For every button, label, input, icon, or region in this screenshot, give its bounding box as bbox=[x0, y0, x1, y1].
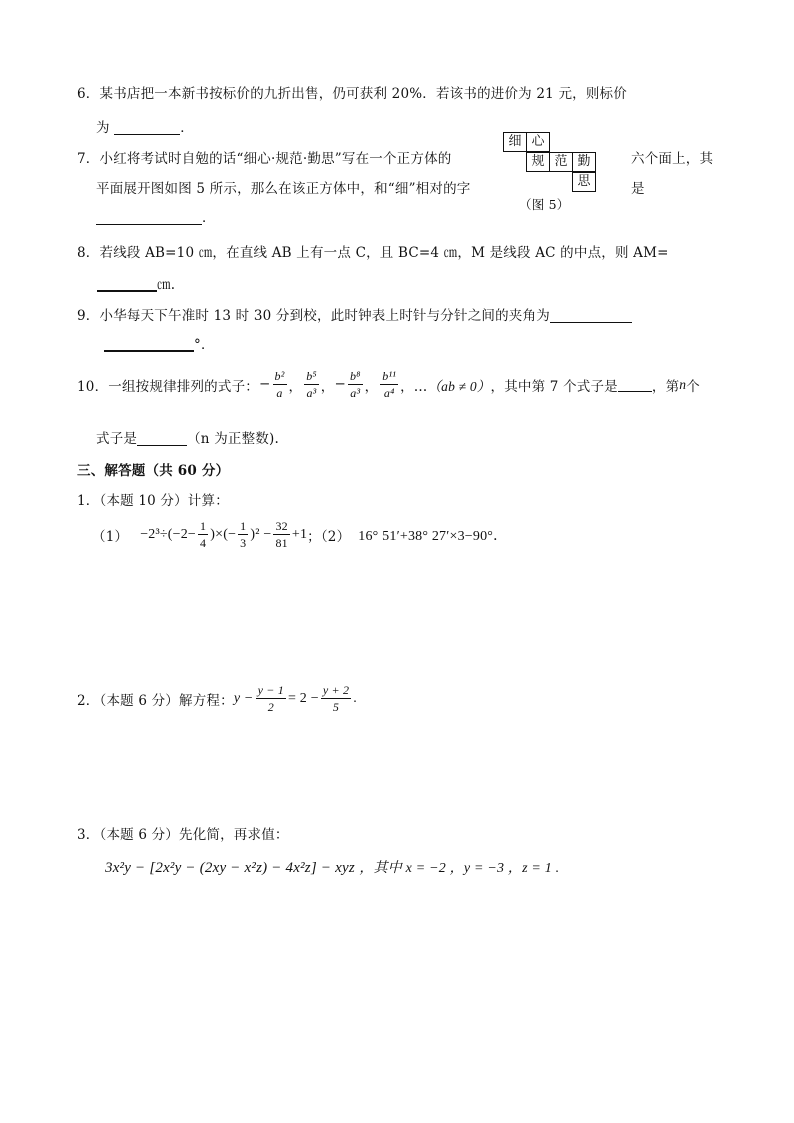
net-cell-fan: 范 bbox=[549, 152, 573, 172]
q10-term-3: − $\frac{\text{b⁸}}{\text{a³}}$ bbox=[334, 369, 361, 400]
q10-ellipsis: ，… bbox=[400, 378, 428, 395]
p1-part2-expr: 16° 51′+38° 27′×3−90°． bbox=[358, 528, 508, 544]
q9-unit: °． bbox=[194, 337, 215, 353]
p1-expr-c: )² − bbox=[250, 526, 272, 542]
p2-line bbox=[77, 684, 357, 713]
net-cell-gui: 规 bbox=[526, 152, 550, 172]
q8-answer-blank[interactable] bbox=[97, 276, 157, 292]
q10-prefix: 10．一组按规律排列的式子： bbox=[77, 378, 259, 395]
q10-line2-suffix: （n 为正整数). bbox=[187, 431, 279, 447]
p3-expression: 3x²y − [2x²y − (2xy − x²z) − 4x²z] − xyz bbox=[105, 860, 355, 876]
q7-line2: 平面展开图如图 5 所示，那么在该正方体中，和“细”相对的字 bbox=[96, 181, 471, 197]
p1-frac-1-3: $\frac{1}{3}$ bbox=[240, 519, 247, 550]
p1-separator: ；（2） bbox=[307, 528, 351, 545]
q7-right1: 六个面上，其 bbox=[631, 151, 714, 167]
q10-answer-blank-1[interactable] bbox=[618, 377, 652, 392]
p2-expr-end: . bbox=[353, 690, 357, 706]
net-cell-xi: 细 bbox=[503, 132, 527, 152]
p3-condition: ，其中 x = −2 ，y = −3 ，z = 1 . bbox=[359, 861, 560, 876]
net-cell-qin: 勤 bbox=[572, 152, 596, 172]
q10-term-4: $\frac{\text{b¹¹}}{\text{a⁴}}$ bbox=[382, 369, 397, 400]
p2-title: 2．（本题 6 分）解方程： bbox=[77, 692, 234, 709]
q9-answer-blank-2[interactable] bbox=[104, 336, 194, 352]
q10-term-1: − $\frac{\text{b²}}{a}$ bbox=[258, 369, 285, 400]
p1-expr-b: )×(− bbox=[210, 526, 237, 542]
q8-unit: ㎝. bbox=[157, 277, 176, 293]
p1-frac-1-4: $\frac{1}{4}$ bbox=[200, 519, 207, 550]
p3-title: 3．（本题 6 分）先化简，再求值： bbox=[77, 827, 289, 843]
p1-part1-label: （1） bbox=[92, 528, 129, 545]
p1-expr-a: −2³÷(−2− bbox=[140, 526, 197, 542]
p2-frac-a: $\frac{y - 1}{2}$ bbox=[257, 683, 285, 714]
q6-line1 bbox=[77, 82, 717, 102]
q7-end: ． bbox=[202, 210, 216, 226]
figure-caption: （图 5） bbox=[519, 197, 570, 212]
q7-line1: 7．小红将考试时自勉的话“细心·规范·勤思”写在一个正方体的 bbox=[77, 151, 452, 167]
p1-expr-d: +1 bbox=[291, 526, 308, 542]
q9-answer-blank-1[interactable] bbox=[550, 308, 632, 323]
q7-answer-blank[interactable] bbox=[96, 210, 202, 225]
q10-condition: （ab ≠ 0） bbox=[427, 378, 491, 394]
q6-answer-blank[interactable] bbox=[114, 120, 180, 135]
q6-line2 bbox=[96, 116, 194, 136]
q10-line2-prefix: 式子是 bbox=[96, 431, 138, 447]
p2-expr-b: = 2 − bbox=[288, 690, 319, 706]
q7-line3 bbox=[96, 206, 216, 226]
q6-text: 6．某书店把一本新书按标价的九折出售，仍可获利 20%．若该书的进价为 21 元，则标价 bbox=[77, 86, 627, 102]
p2-expr-a: y − bbox=[233, 690, 254, 706]
p1-expression bbox=[92, 520, 507, 549]
q10-mid2: ，第 bbox=[651, 378, 680, 395]
q9-line2 bbox=[104, 333, 215, 353]
q10-answer-blank-2[interactable] bbox=[137, 431, 187, 446]
q6-prefix: 为 bbox=[96, 120, 110, 136]
section-heading: 三、解答题（共 60 分） bbox=[77, 463, 230, 479]
q6-suffix: ． bbox=[180, 120, 194, 136]
p1-frac-32-81: $\frac{32}{81}$ bbox=[275, 519, 288, 550]
q8-line1: 8．若线段 AB=10 ㎝，在直线 AB 上有一点 C，且 BC=4 ㎝，M 是线段 AC 的中点，则 AM= bbox=[77, 245, 669, 261]
p3-line bbox=[105, 857, 559, 877]
q10-line1: 10．一组按规律排列的式子： − $\frac{\text{b²}}{a}$ ， $\frac{\text{b⁵}}{\text{a³}}$ ， − $\frac{\text{b⁸}}{\text{a³}}$ ， $\frac{\text{b¹¹}}{\text{a⁴}}$ ，… （ab ≠ 0） ，其中第 7 个式子是 ，第 n 个 bbox=[77, 369, 700, 400]
q9-line1 bbox=[77, 304, 632, 324]
q8-line2 bbox=[97, 273, 175, 293]
q10-term-2: $\frac{\text{b⁵}}{\text{a³}}$ bbox=[306, 369, 317, 400]
q7-right2: 是 bbox=[631, 181, 645, 197]
q10-mid: ，其中第 7 个式子是 bbox=[490, 378, 618, 395]
q9-text: 9．小华每天下午准时 13 时 30 分到校，此时钟表上时针与分针之间的夹角为 bbox=[77, 308, 550, 324]
p1-title: 1．（本题 10 分）计算： bbox=[77, 493, 229, 509]
q10-n: n bbox=[679, 376, 687, 392]
net-cell-xin: 心 bbox=[526, 132, 550, 152]
q10-line2 bbox=[96, 427, 279, 447]
q10-tail: 个 bbox=[686, 378, 700, 395]
p2-frac-b: $\frac{y + 2}{5}$ bbox=[322, 683, 350, 714]
net-cell-si: 思 bbox=[572, 172, 596, 192]
